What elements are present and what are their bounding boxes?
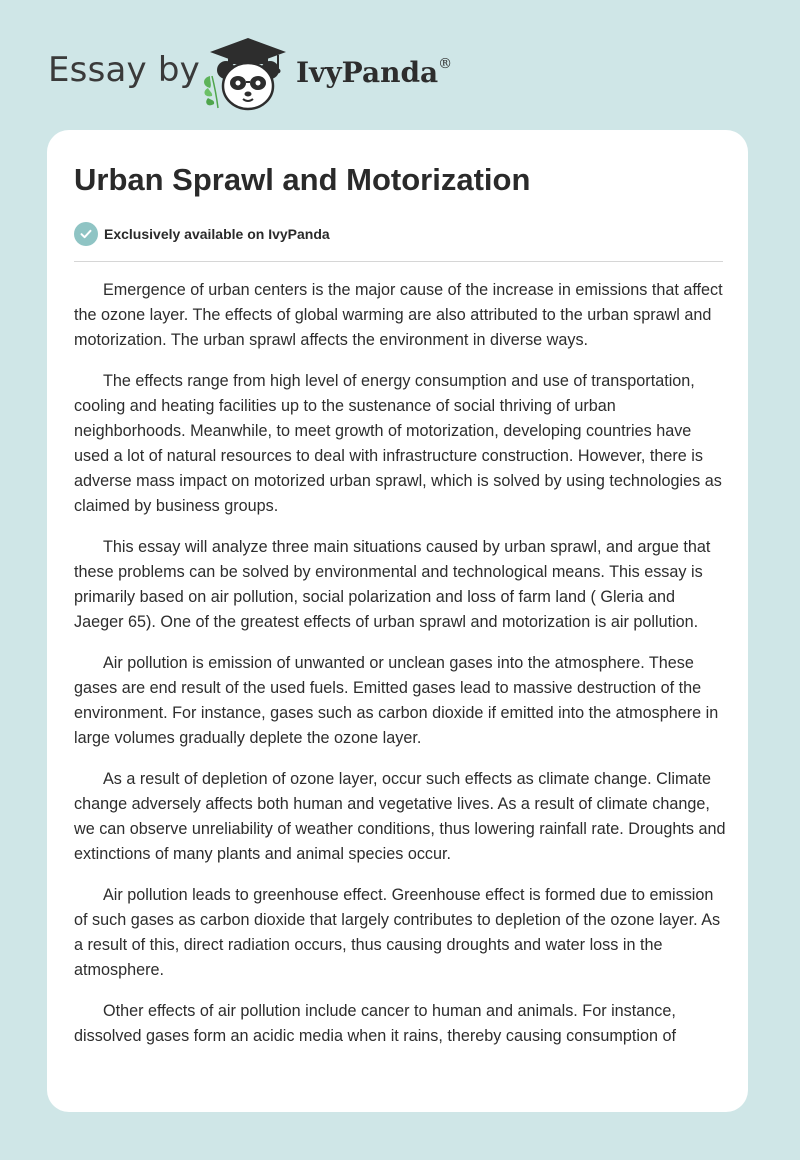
paragraph: This essay will analyze three main situations caused by urban sprawl, and argue that these problems can be solved by environmental and technological means. This essay is primarily based on air pollution, social polarization and loss of farm land ( Gleria and Jaeger 65). One of the greatest effects of urban sprawl and motorization is air pollution. [74,538,711,631]
registered-mark: ® [438,55,453,72]
paragraph: Air pollution is emission of unwanted or unclean gases into the atmosphere. These gases are end result of the used fuels. Emitted gases lead to massive destruction of the environment. For instance, gases such as carbon dioxide if emitted into the atmosphere in large volumes gradually deplete the ozone layer. [74,654,719,747]
panda-icon [198,36,298,112]
divider [74,261,723,262]
page-title: Urban Sprawl and Motorization [74,162,531,197]
essay-by-label: Essay by [48,50,200,90]
paragraph: Air pollution leads to greenhouse effect. Greenhouse effect is formed due to emission of such gases as carbon dioxide that largely contributes to depletion of the ozone layer. As a result of this, direct radiation occurs, thus causing droughts and water loss in the atmosphere. [74,886,721,979]
exclusive-badge [74,222,330,246]
paragraph: As a result of depletion of ozone layer, occur such effects as climate change. Climate change adversely affects both human and vegetative lives. As a result of climate change, we can observe unreliability of weather conditions, thus lowering rainfall rate. Droughts and extinctions of many plants and animal species occur. [74,770,726,863]
essay-body [74,278,726,1065]
paragraph: Other effects of air pollution include cancer to human and animals. For instance, dissolved gases form an acidic media when it rains, thereby causing consumption of [74,1002,676,1045]
essay-card [47,130,748,1112]
paragraph: Emergence of urban centers is the major cause of the increase in emissions that affect the ozone layer. The effects of global warming are also attributed to the urban sprawl and motorization. The urban sprawl affects the environment in diverse ways. [74,281,723,349]
ivypanda-logo[interactable] [198,36,298,112]
ivypanda-wordmark[interactable] [296,56,452,89]
exclusive-label: Exclusively available on IvyPanda [104,226,330,242]
check-icon [74,222,98,246]
paragraph: The effects range from high level of energy consumption and use of transportation, cooling and heating facilities up to the sustenance of social thriving of urban neighborhoods. Meanwhile, to meet growth of motorization, developing countries have used a lot of natural resources to deal with infrastructure construction. However, there is adverse mass impact on motorized urban sprawl, which is solved by using technologies as claimed by business groups. [74,372,722,515]
site-header [0,0,800,130]
ivypanda-name: IvyPanda [296,56,439,89]
